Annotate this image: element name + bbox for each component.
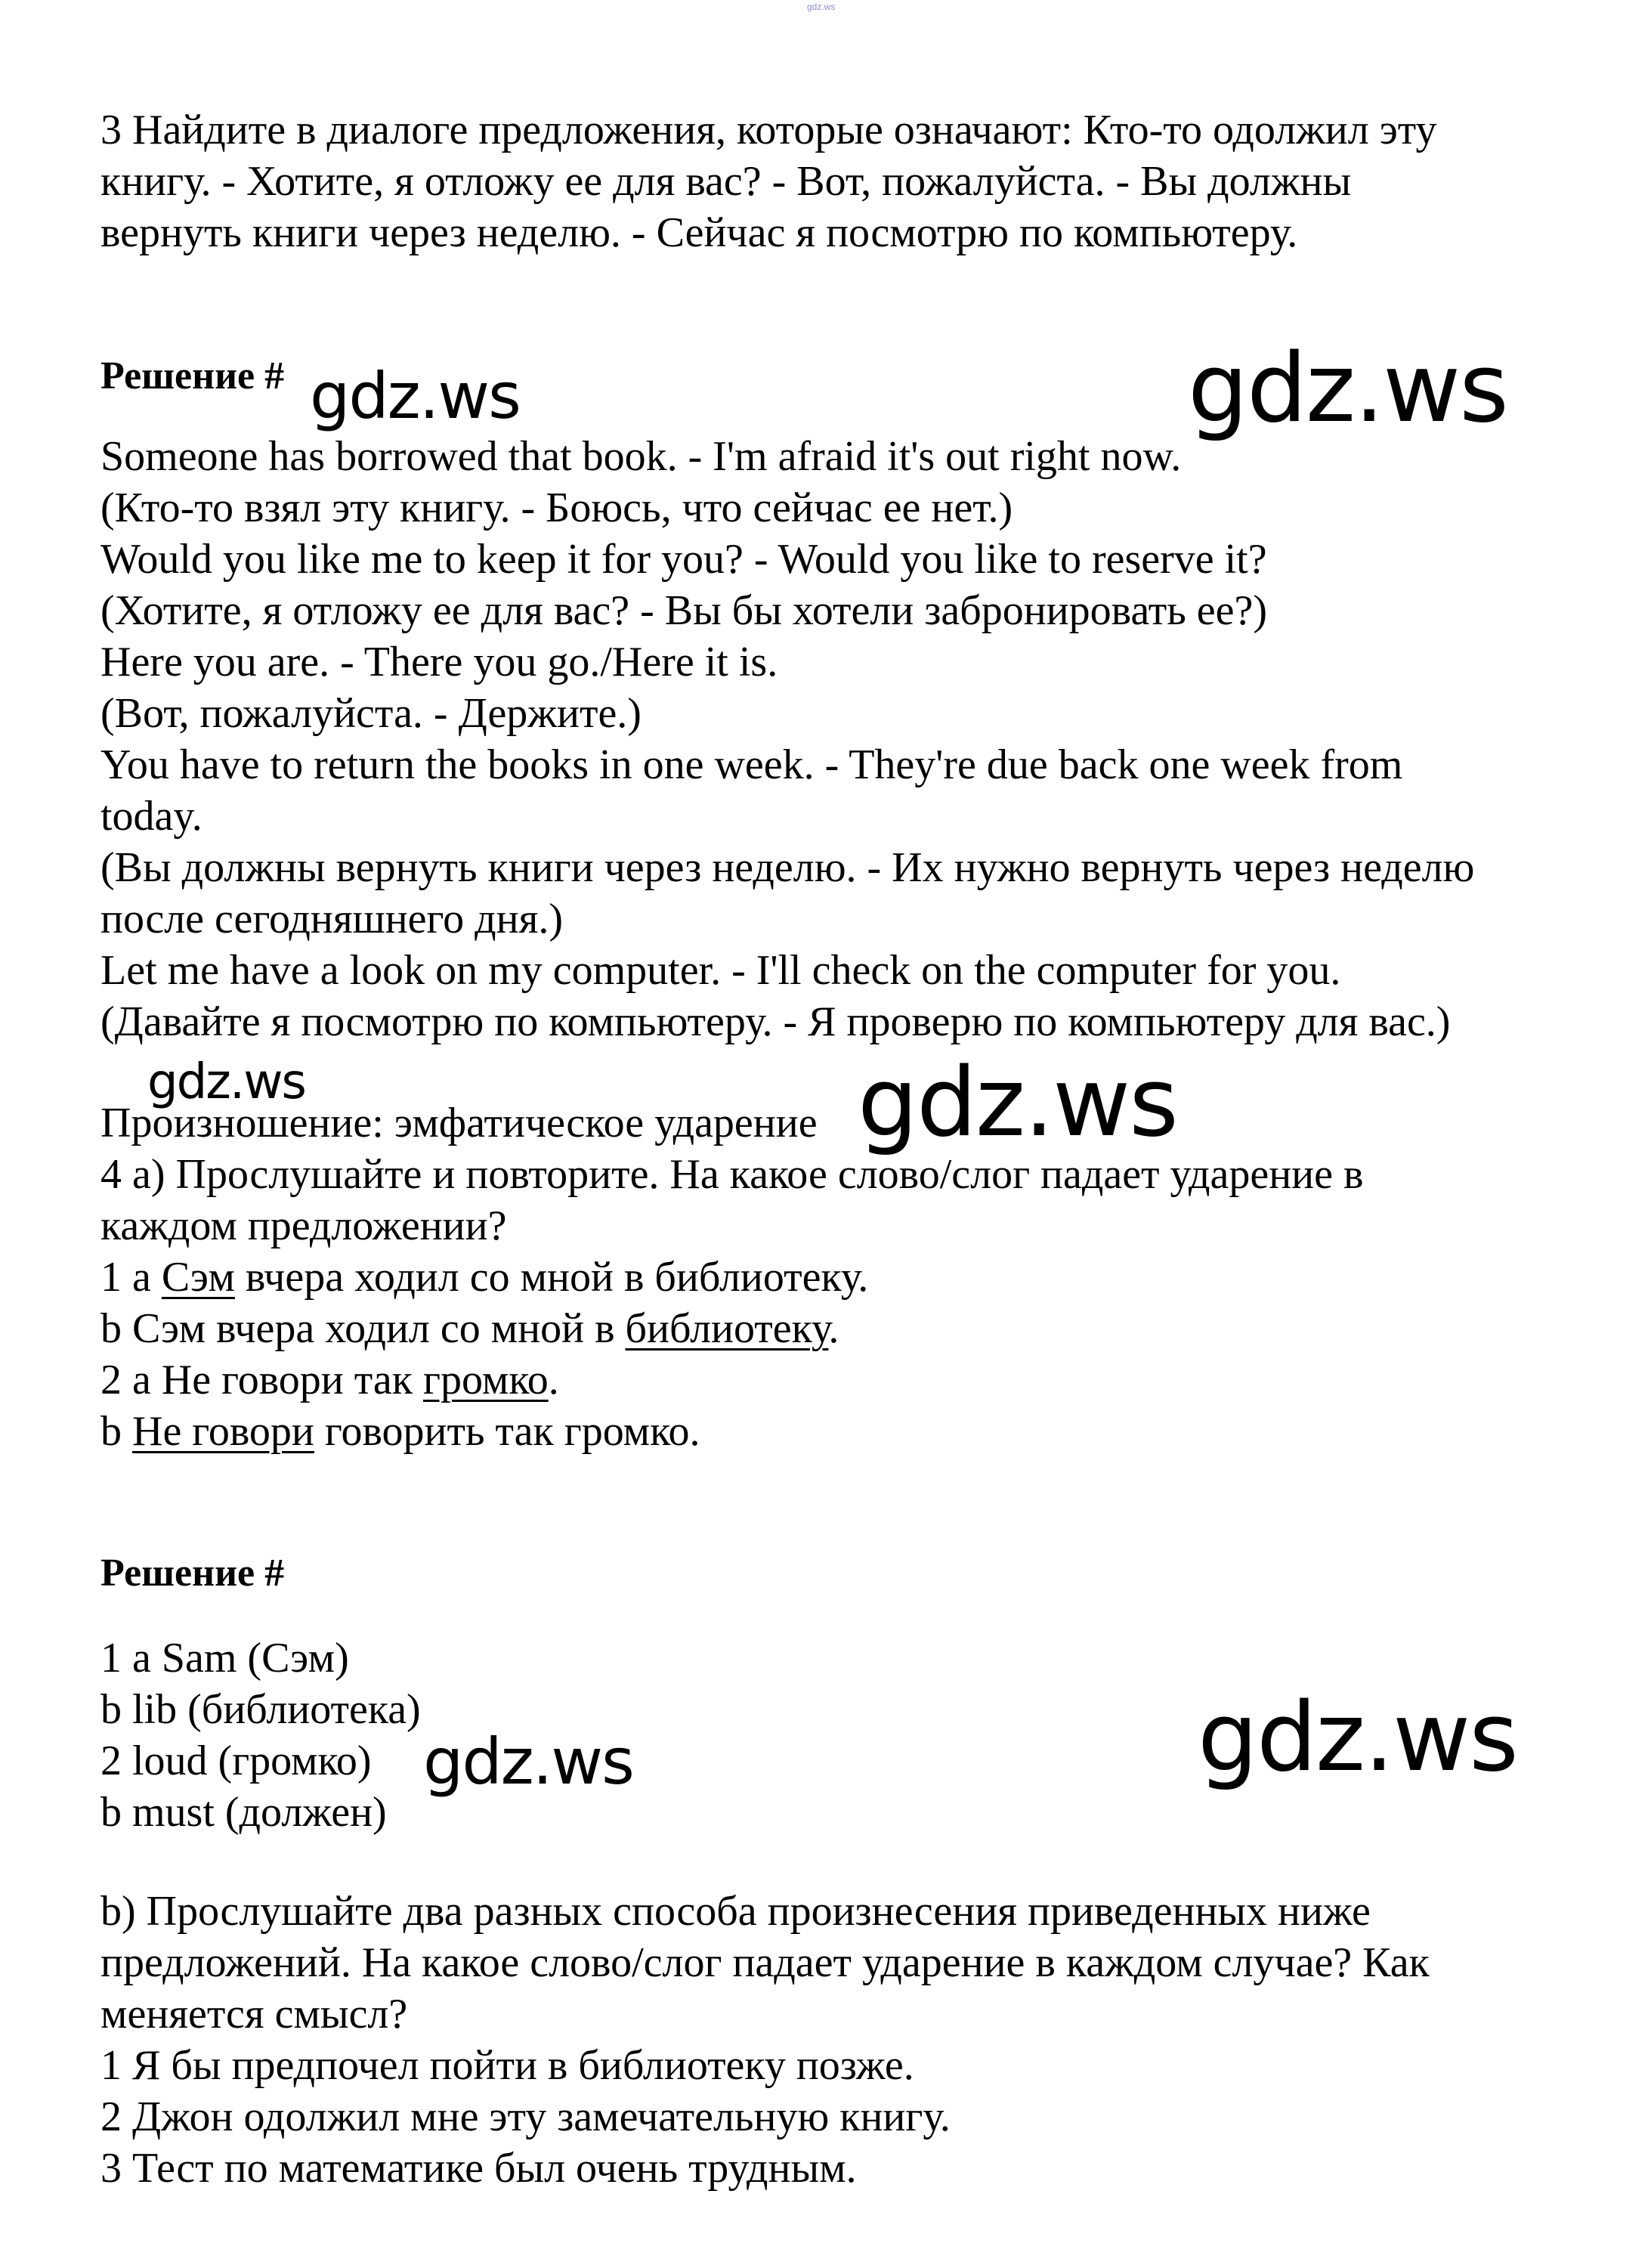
list-item: 2 a Не говори так громко. bbox=[100, 1357, 559, 1403]
text-line: (Давайте я посмотрю по компьютеру. - Я проверю по компьютеру для вас.) bbox=[100, 998, 1451, 1045]
text-line: b lib (библиотека) bbox=[100, 1686, 421, 1733]
stressed-word: Сэм bbox=[161, 1254, 235, 1301]
text-line: 4 а) Прослушайте и повторите. На какое слово/слог падает ударение в bbox=[100, 1151, 1364, 1198]
solution-heading-1: Решение # bbox=[100, 354, 285, 398]
text-line: предложений. На какое слово/слог падает ударение в каждом случае? Как bbox=[100, 1939, 1430, 1986]
text-line: 2 loud (громко) bbox=[100, 1737, 372, 1784]
text-line: (Вот, пожалуйста. - Держите.) bbox=[100, 690, 642, 737]
watermark: gdz.ws bbox=[858, 1047, 1177, 1158]
text-line: 2 Джон одолжил мне эту замечательную книгу. bbox=[100, 2093, 951, 2140]
watermark: gdz.ws bbox=[1188, 333, 1507, 444]
list-item: b Сэм вчера ходил со мной в библиотеку. bbox=[100, 1305, 839, 1352]
text-line: Let me have a look on my computer. - I'll check on the computer for you. bbox=[100, 947, 1341, 994]
task3-text bbox=[100, 104, 1581, 258]
text-line: (Вы должны вернуть книги через неделю. - Их нужно вернуть через неделю bbox=[100, 844, 1475, 891]
text-line: 3 Тест по математике был очень трудным. bbox=[100, 2145, 857, 2192]
text-line: Would you like me to keep it for you? - Would you like to reserve it? bbox=[100, 536, 1267, 583]
text-line: книгу. - Хотите, я отложу ее для вас? - Вот, пожалуйста. - Вы должны bbox=[100, 158, 1352, 205]
list-item: b Не говори говорить так громко. bbox=[100, 1408, 700, 1455]
solution1-text bbox=[100, 431, 1581, 1047]
text-line: Here you are. - There you go./Here it is. bbox=[100, 639, 778, 685]
watermark: gdz.ws bbox=[147, 1054, 305, 1110]
text-line: (Хотите, я отложу ее для вас? - Вы бы хотели забронировать ее?) bbox=[100, 587, 1267, 634]
text-line: каждом предложении? bbox=[100, 1202, 507, 1249]
text-line: после сегодняшнего дня.) bbox=[100, 896, 563, 942]
list-item: 1 a Сэм вчера ходил со мной в библиотеку. bbox=[100, 1254, 869, 1301]
text-line: меняется смысл? bbox=[100, 1991, 408, 2037]
text-line: 1 Я бы предпочел пойти в библиотеку позже. bbox=[100, 2042, 914, 2089]
text-line: вернуть книги через неделю. - Сейчас я посмотрю по компьютеру. bbox=[100, 209, 1298, 256]
top-watermark: gdz.ws bbox=[807, 2, 836, 12]
stressed-word: громко bbox=[422, 1357, 549, 1403]
task4b-text bbox=[100, 1886, 1581, 2194]
text-line: 3 Найдите в диалоге предложения, которые означают: Кто-то одолжил эту bbox=[100, 107, 1437, 153]
watermark: gdz.ws bbox=[423, 1725, 633, 1799]
text-line: (Кто-то взял эту книгу. - Боюсь, что сейчас ее нет.) bbox=[100, 484, 1013, 531]
text-line: Someone has borrowed that book. - I'm afraid it's out right now. bbox=[100, 433, 1182, 480]
text-line: You have to return the books in one week. - They're due back one week from bbox=[100, 741, 1403, 788]
text-line: today. bbox=[100, 793, 203, 840]
stressed-word: библиотеку bbox=[625, 1305, 829, 1352]
section-title: Произношение: эмфатическое ударение bbox=[100, 1100, 818, 1146]
watermark: gdz.ws bbox=[1198, 1682, 1517, 1793]
text-line: 1 a Sam (Сэм) bbox=[100, 1635, 349, 1682]
solution-heading-2: Решение # bbox=[100, 1552, 285, 1595]
text-line: b must (должен) bbox=[100, 1789, 387, 1836]
stressed-word: Не говори bbox=[132, 1408, 314, 1455]
watermark: gdz.ws bbox=[310, 359, 520, 433]
task4a-text bbox=[100, 1097, 1581, 1457]
text-line: b) Прослушайте два разных способа произнесения приведенных ниже bbox=[100, 1888, 1371, 1935]
